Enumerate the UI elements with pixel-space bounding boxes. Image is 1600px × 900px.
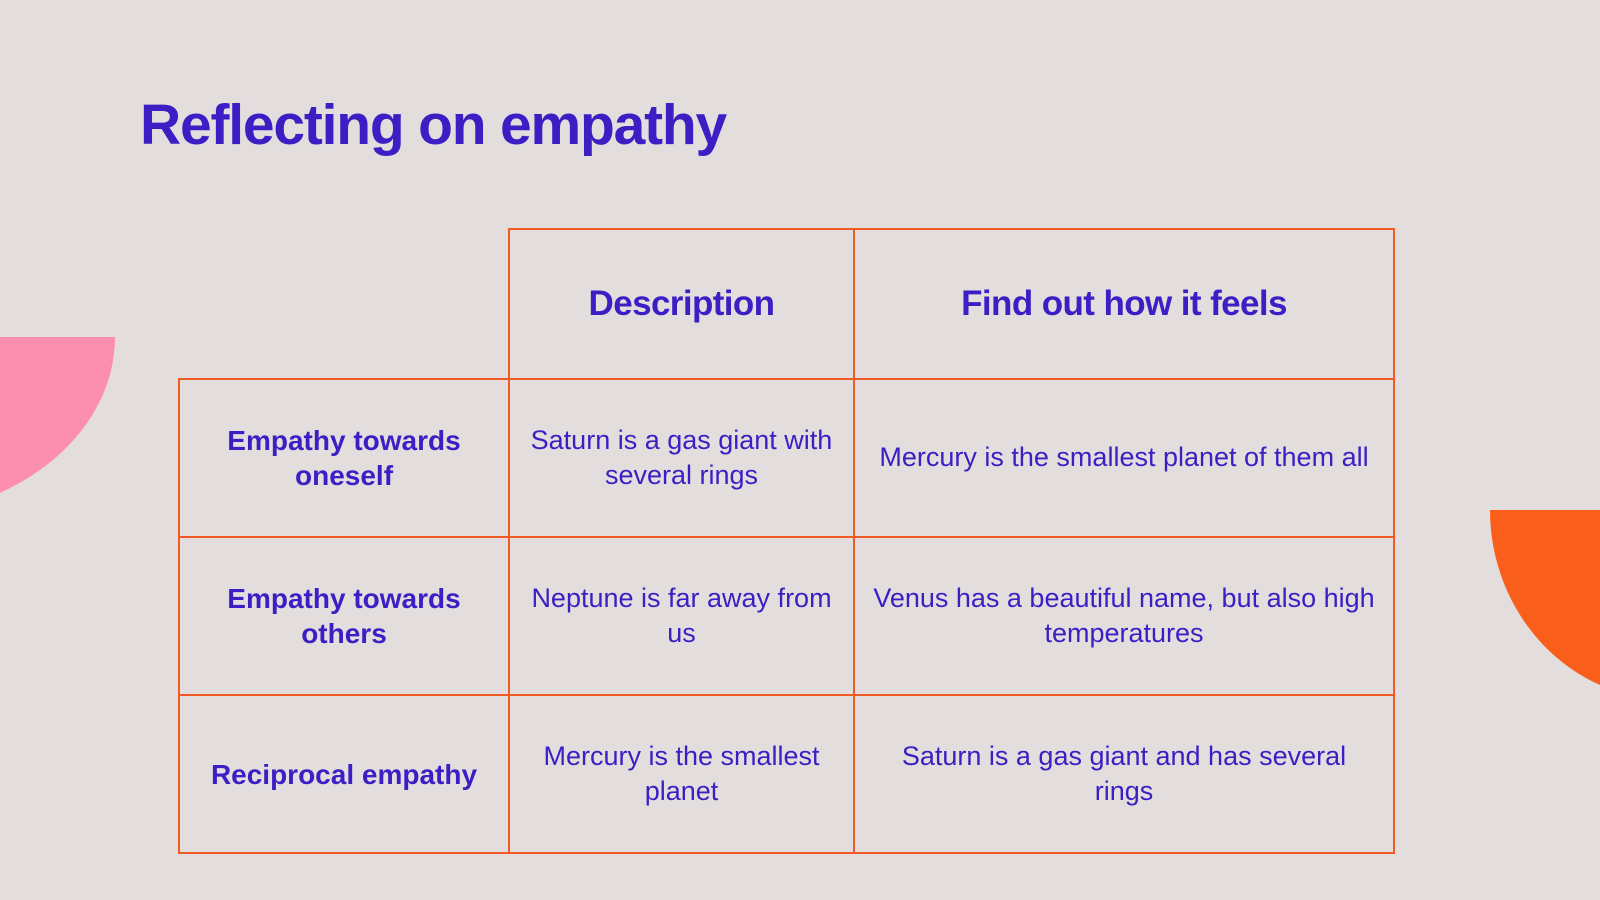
matrix-table xyxy=(178,228,1395,854)
column-header-description: Description xyxy=(509,229,854,379)
cell-description-reciprocal: Mercury is the smallest planet xyxy=(509,695,854,853)
cell-description-others: Neptune is far away from us xyxy=(509,537,854,695)
table-row xyxy=(179,695,1394,853)
table-row xyxy=(179,537,1394,695)
table-row xyxy=(179,379,1394,537)
cell-feels-reciprocal: Saturn is a gas giant and has several rings xyxy=(854,695,1394,853)
cell-feels-others: Venus has a beautiful name, but also high temperatures xyxy=(854,537,1394,695)
page-title: Reflecting on empathy xyxy=(140,93,727,157)
pink-quarter-circle-decoration xyxy=(0,337,115,517)
cell-feels-oneself: Mercury is the smallest planet of them all xyxy=(854,379,1394,537)
table-header-row xyxy=(179,229,1394,379)
orange-quarter-circle-decoration xyxy=(1490,510,1600,700)
cell-description-oneself: Saturn is a gas giant with several rings xyxy=(509,379,854,537)
row-header-reciprocal-empathy: Reciprocal empathy xyxy=(179,695,509,853)
empathy-matrix xyxy=(178,228,1393,854)
table-corner-cell xyxy=(179,229,509,379)
column-header-find-out-how-it-feels: Find out how it feels xyxy=(854,229,1394,379)
row-header-empathy-towards-oneself: Empathy towards oneself xyxy=(179,379,509,537)
row-header-empathy-towards-others: Empathy towards others xyxy=(179,537,509,695)
